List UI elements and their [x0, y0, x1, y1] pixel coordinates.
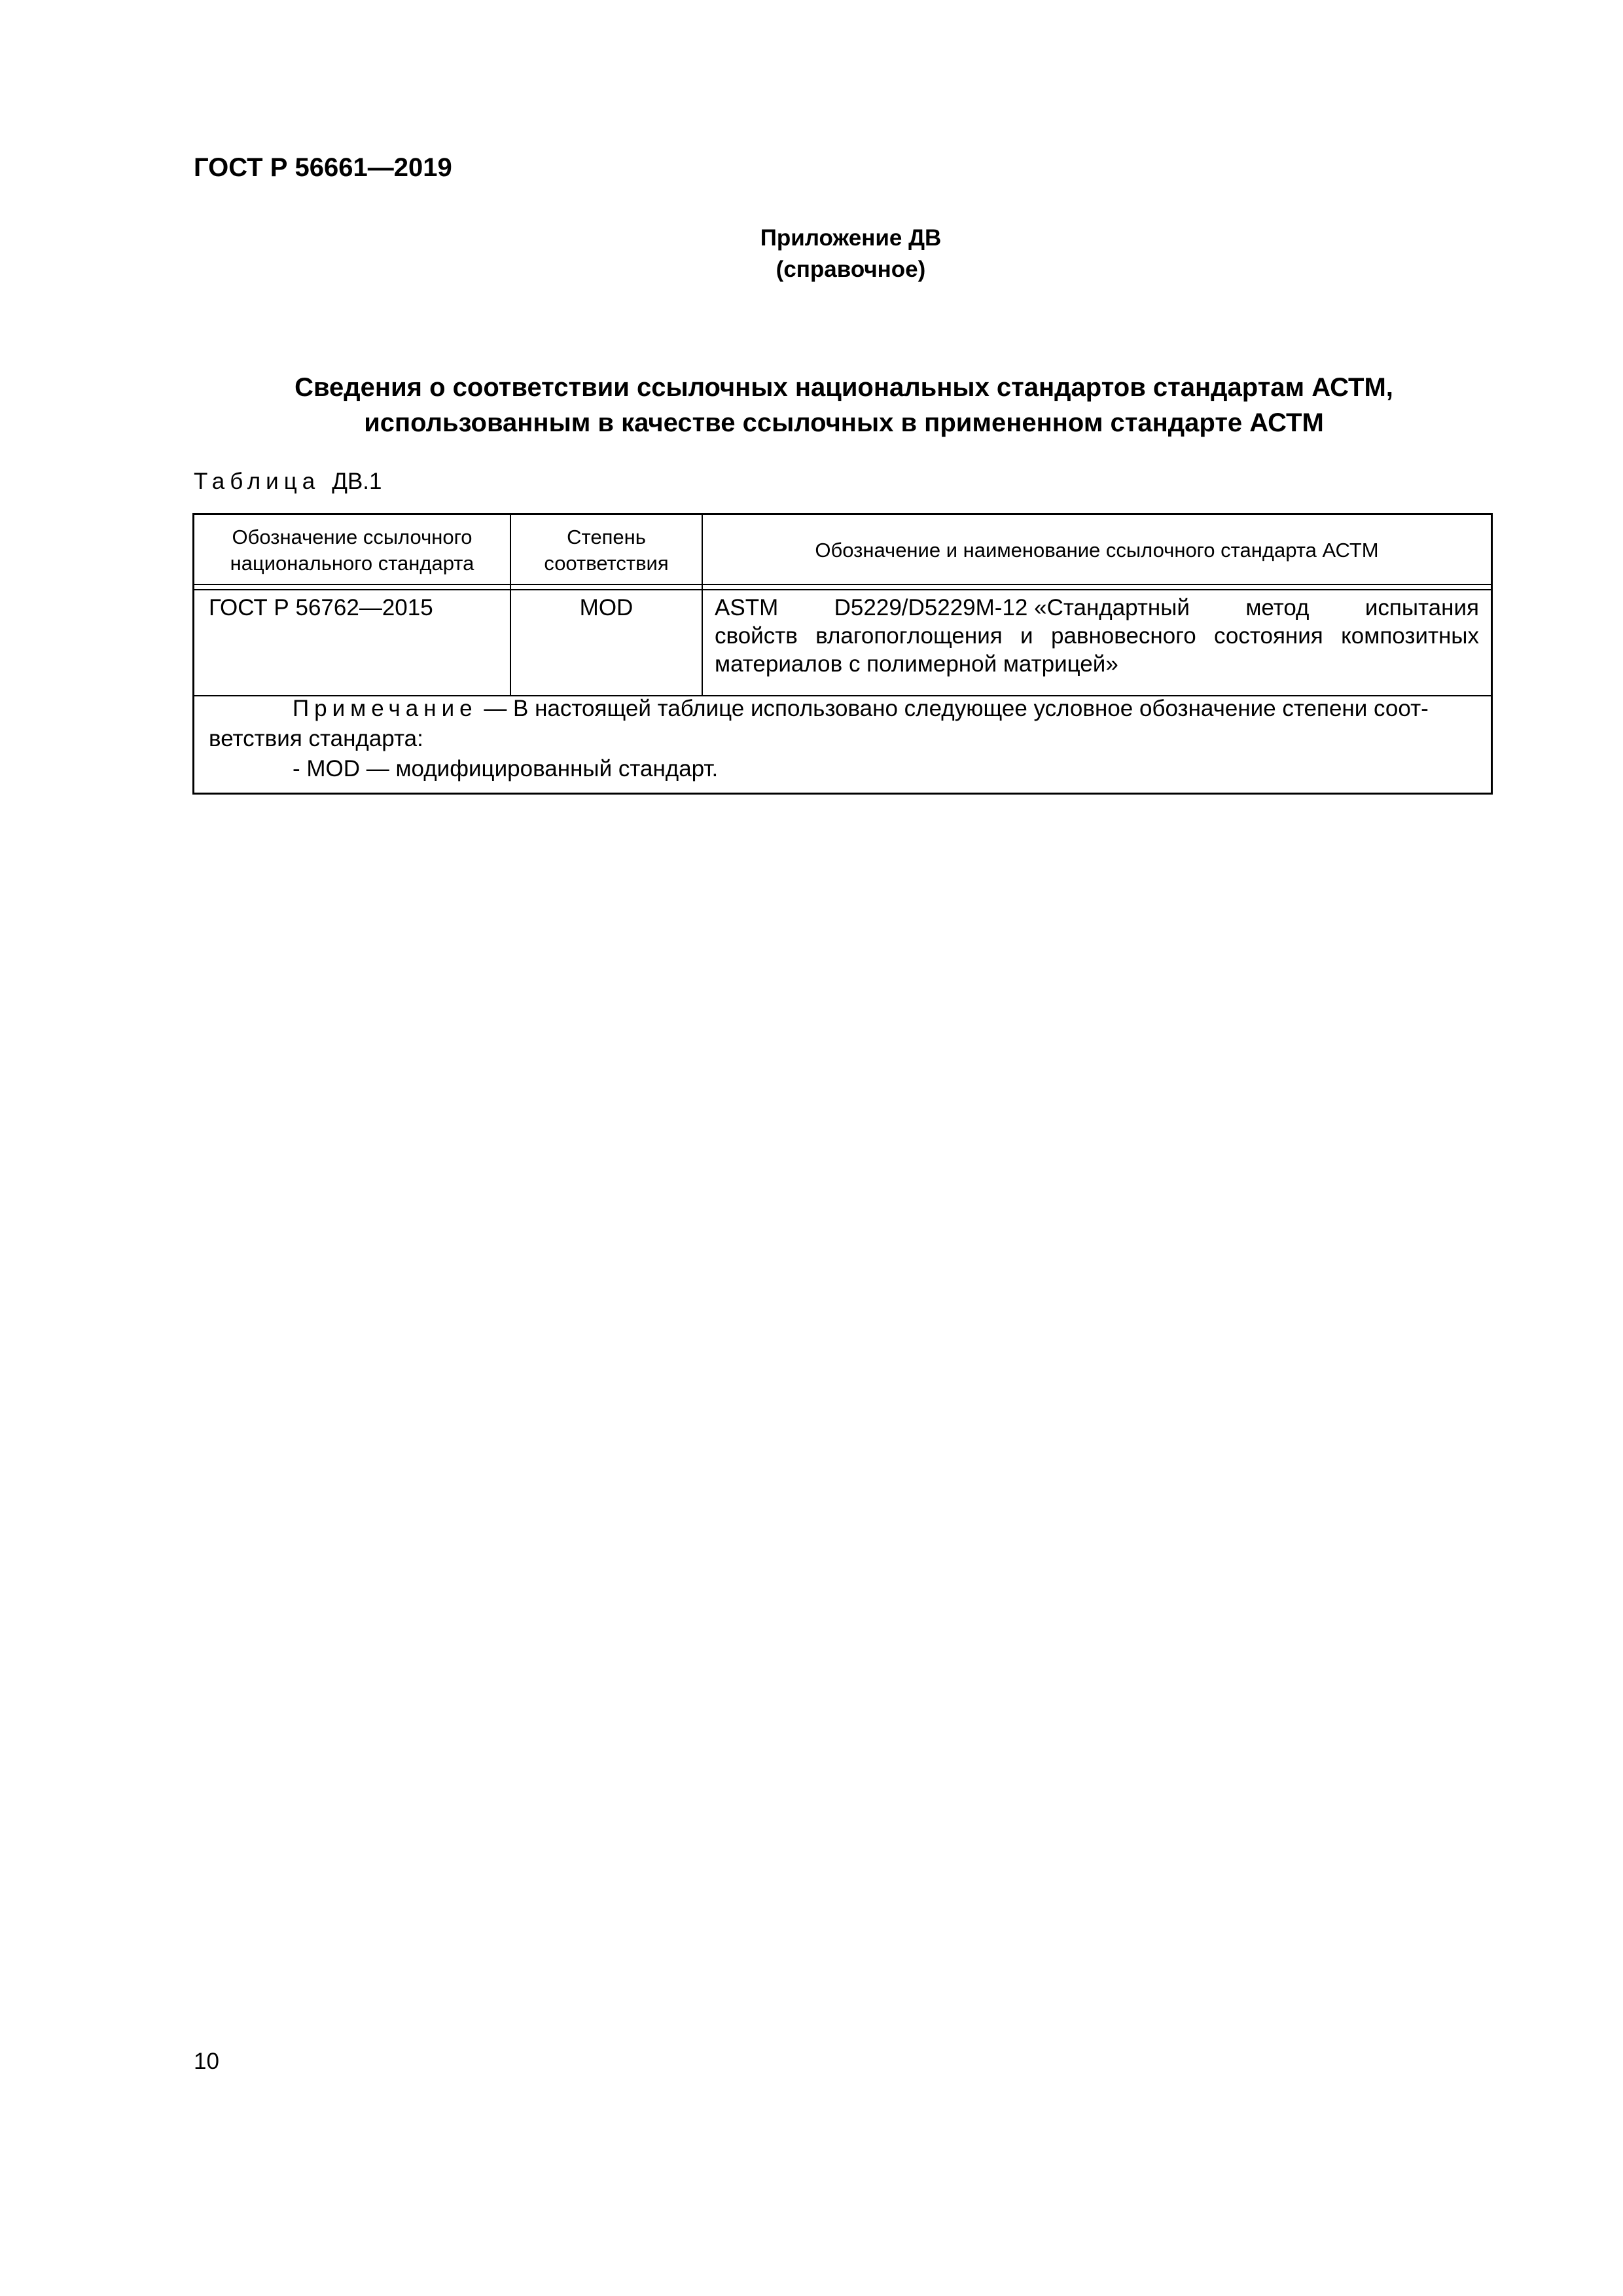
- astm-line-3: материалов с полимерной матрицей»: [715, 651, 1118, 677]
- document-code: ГОСТ Р 56661—2019: [194, 153, 452, 182]
- page-number: 10: [194, 2049, 219, 2074]
- note-line-2: ветствия стандарта:: [209, 726, 423, 751]
- column-header-national-standard: Обозначение ссылочного национального стандарта: [230, 526, 474, 575]
- column-header-degree: Степень соответствия: [544, 526, 669, 575]
- table-cell-degree: MOD: [579, 595, 633, 620]
- note-label: Примечание: [293, 696, 478, 721]
- note-line-1: [209, 694, 1476, 724]
- table-note: [209, 694, 1476, 784]
- astm-line-1: ASTM D5229/D5229M-12 «Стандартный метод испытания: [715, 595, 1479, 620]
- section-title: [194, 370, 1494, 440]
- table-cell-national-standard: ГОСТ Р 56762—2015: [209, 595, 433, 620]
- correspondence-table: [192, 513, 1493, 795]
- section-title-line-1: Сведения о соответствии ссылочных национальных стандартов стандартам АСТМ,: [294, 373, 1393, 402]
- note-line-3: - MOD — модифицированный стандарт.: [293, 756, 719, 781]
- table-divider: [194, 584, 1491, 585]
- section-title-line-2: использованным в качестве ссылочных в примененном стандарте АСТМ: [364, 408, 1324, 437]
- column-header-astm-standard: Обозначение и наименование ссылочного стандарта АСТМ: [815, 539, 1379, 562]
- appendix-heading: [654, 223, 1047, 285]
- table-caption-number: ДВ.1: [332, 469, 382, 494]
- table-divider: [194, 589, 1491, 590]
- appendix-title: Приложение ДВ: [760, 225, 942, 251]
- table-caption: [194, 466, 382, 497]
- astm-line-2: свойств влагопоглощения и равновесного состояния композитных: [715, 623, 1479, 649]
- note-line-1-text: — В настоящей таблице использовано следующее условное обозначение степени соот-: [477, 696, 1429, 721]
- table-caption-word: Таблица: [194, 469, 321, 494]
- appendix-subtitle: (справочное): [776, 257, 926, 282]
- table-cell-astm-standard: [715, 594, 1479, 678]
